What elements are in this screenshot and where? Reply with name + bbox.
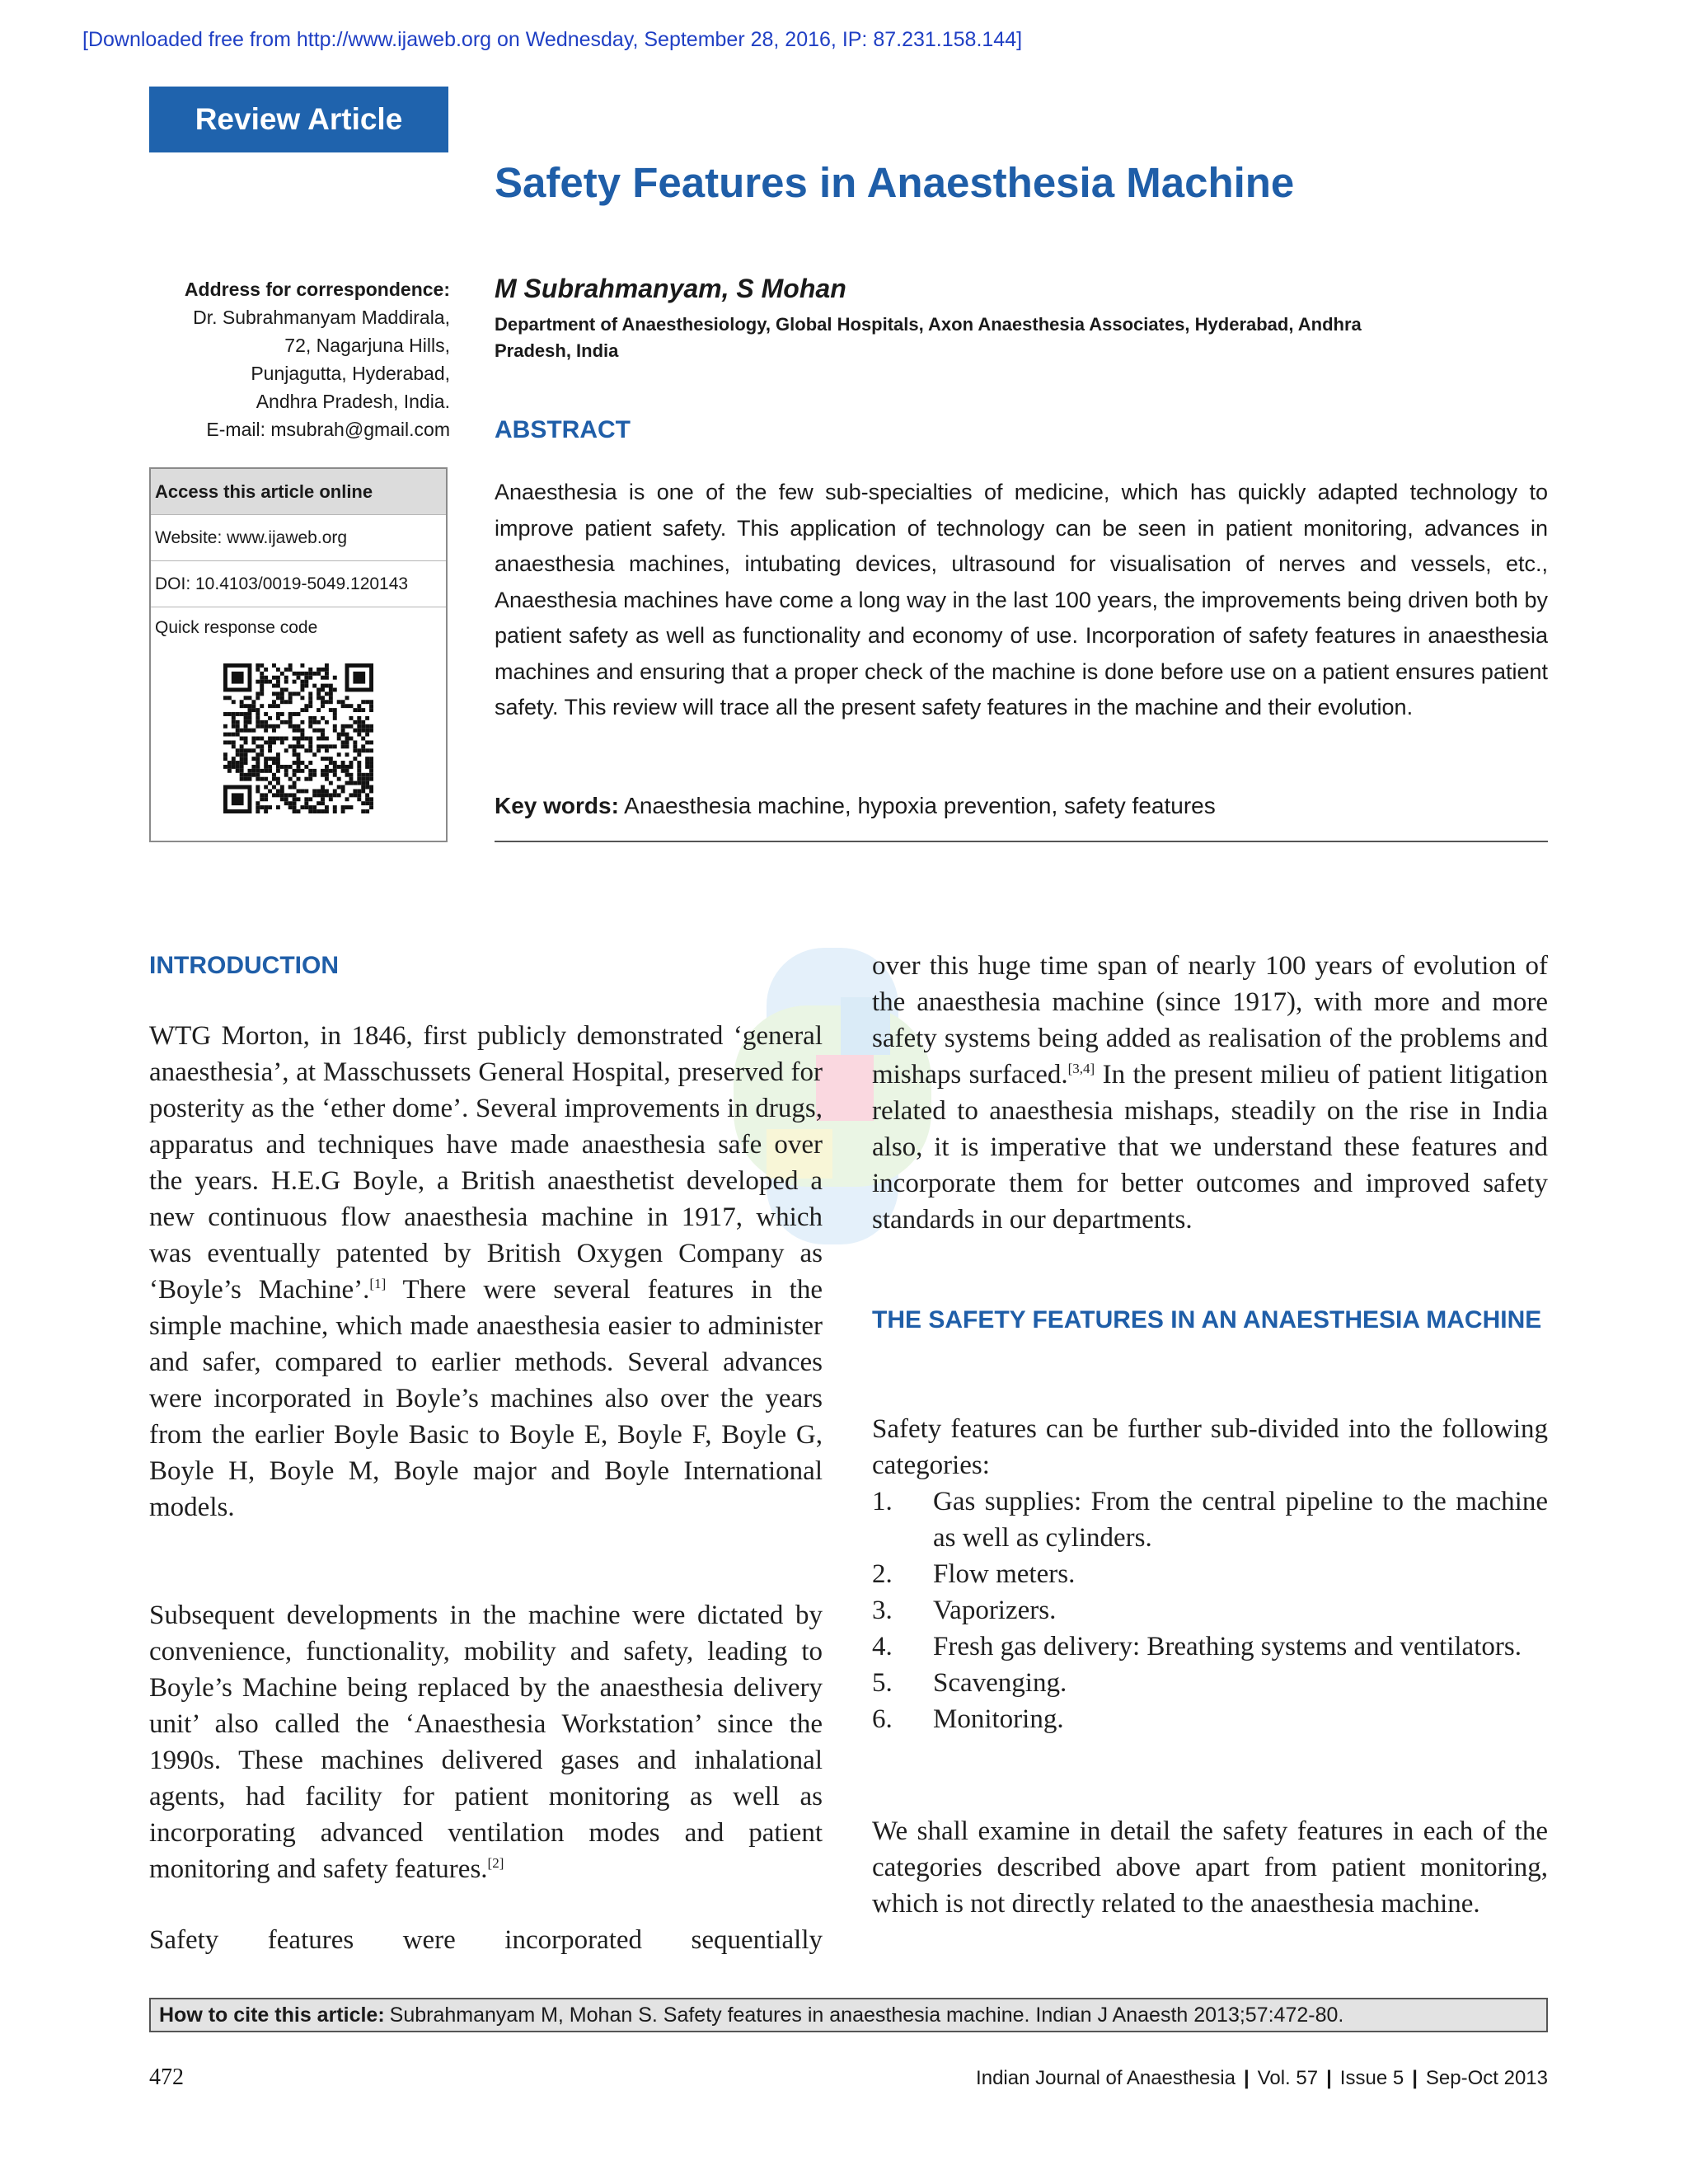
list-text: Flow meters. (933, 1559, 1076, 1589)
article-type-badge: Review Article (149, 87, 448, 152)
paragraph-text: WTG Morton, in 1846, first publicly demonstrated ‘general anaesthesia’, at Masschussets General Hospital, preserved for posterity as the ‘ether dome’. Several improvements in drugs, apparatus and techniques have made anaesthesia safe over the years. H.E.G Boyle, a British anaesthetist developed a new continuous flow anaesthesia machine in 1917, which was eventually patented by British Oxygen Company as ‘Boyle’s Machine’. (149, 1021, 823, 1305)
abstract-heading: ABSTRACT (495, 416, 631, 443)
paragraph-text: There were several features in the simple machine, which made anaesthesia easier to administer and safer, compared to earlier methods. Several advances were incorporated in Boyle’s machines also over the years from the earlier Boyle Basic to Boyle E, Boyle F, Boyle G, Boyle H, Boyle M, Boyle major and Boyle International models. (149, 1275, 823, 1522)
correspondence-address (124, 275, 450, 443)
intro-paragraph (149, 1018, 823, 1526)
abstract-divider (495, 841, 1548, 842)
page-number: 472 (149, 2064, 184, 2090)
list-text: Monitoring. (933, 1704, 1064, 1734)
journal-footer: Indian Journal of Anaesthesia | Vol. 57 | Issue 5 | Sep-Oct 2013 (976, 2067, 1548, 2089)
list-number: 3. (872, 1596, 893, 1625)
list-number: 4. (872, 1632, 893, 1661)
download-note: [Downloaded free from http://www.ijaweb.org on Wednesday, September 28, 2016, IP: 87.231.158.144] (82, 28, 1023, 51)
list-number: 2. (872, 1559, 893, 1589)
paragraph-text: Subsequent developments in the machine were dictated by convenience, functionality, mobility and safety, leading to Boyle’s Machine being replaced by the anaesthesia delivery unit’ also called the ‘Anaesthesia Workstation’ since the 1990s. These machines delivered gases and inhalational agents, had facility for patient monitoring as well as incorporating advanced ventilation modes and patient monitoring and safety features. (149, 1601, 823, 1884)
article-title: Safety Features in Anaesthesia Machine (495, 159, 1295, 206)
citation-box (149, 1998, 1548, 2032)
list-text: Gas supplies: From the central pipeline to the machine as well as cylinders. (933, 1487, 1548, 1553)
website-link[interactable]: Website: www.ijaweb.org (151, 515, 446, 561)
keywords-label: Key words: (495, 793, 619, 818)
access-article-box (149, 467, 448, 842)
journal-date: Sep-Oct 2013 (1425, 2067, 1548, 2089)
body-paragraph (872, 948, 1548, 1238)
correspondence-line: Dr. Subrahmanyam Maddirala, (193, 307, 450, 328)
doi-link[interactable]: DOI: 10.4103/0019-5049.120143 (151, 561, 446, 607)
correspondence-line: 72, Nagarjuna Hills, (284, 335, 450, 356)
list-item (872, 1701, 1548, 1737)
body-paragraph: We shall examine in detail the safety features in each of the categories described above apart from patient monitoring, which is not directly related to the anaesthesia machine. (872, 1816, 1548, 1919)
list-number: 5. (872, 1668, 893, 1698)
list-text: Scavenging. (933, 1668, 1067, 1698)
list-text: Vaporizers. (933, 1596, 1057, 1625)
intro-paragraph: Safety features were incorporated sequentially (149, 1925, 823, 1955)
category-list (872, 1483, 1548, 1737)
qr-code-icon (223, 663, 373, 813)
list-text: Fresh gas delivery: Breathing systems and ventilators. (933, 1632, 1522, 1661)
affiliation: Department of Anaesthesiology, Global Hospitals, Axon Anaesthesia Associates, Hyderabad, Andhra Pradesh, India (495, 314, 1362, 361)
reference-link[interactable]: [1] (369, 1276, 387, 1291)
section-heading-introduction: INTRODUCTION (149, 952, 339, 979)
correspondence-line: Punjagutta, Hyderabad, (251, 363, 450, 384)
correspondence-email: E-mail: msubrah@gmail.com (206, 419, 450, 440)
list-item (872, 1592, 1548, 1629)
reference-link[interactable]: [2] (487, 1855, 504, 1871)
paragraph-text: over this huge time span of nearly 100 years of evolution of the anaesthesia machine (since 1917), with more and more safety systems being added as realisation of the problems and mishaps surfaced. (872, 951, 1548, 1090)
access-box-heading: Access this article online (151, 469, 446, 515)
body-paragraph: Safety features can be further sub-divided into the following categories: (872, 1414, 1548, 1480)
intro-paragraph (149, 1597, 823, 1887)
list-item (872, 1665, 1548, 1701)
citation-text: Subrahmanyam M, Mohan S. Safety features in anaesthesia machine. Indian J Anaesth 2013;57:472-80. (389, 2003, 1344, 2027)
journal-name: Indian Journal of Anaesthesia (976, 2067, 1236, 2089)
list-item (872, 1556, 1548, 1592)
list-number: 6. (872, 1704, 893, 1734)
correspondence-line: Andhra Pradesh, India. (256, 391, 450, 412)
correspondence-heading: Address for correspondence: (184, 279, 450, 300)
paragraph-text: In the present milieu of patient litigation related to anaesthesia mishaps, steadily on the rise in India also, it is imperative that we understand these features and incorporate them for better outcomes and improved safety standards in our departments. (872, 1060, 1548, 1235)
list-item (872, 1483, 1548, 1556)
citation-label: How to cite this article: (159, 2003, 385, 2027)
reference-link[interactable]: [3,4] (1067, 1061, 1095, 1076)
list-item (872, 1629, 1548, 1665)
keywords (495, 793, 1216, 819)
journal-volume: Vol. 57 (1257, 2067, 1319, 2089)
list-number: 1. (872, 1487, 893, 1516)
qr-label: Quick response code (155, 618, 318, 637)
keywords-list: Anaesthesia machine, hypoxia prevention, safety features (624, 793, 1216, 818)
abstract-text: Anaesthesia is one of the few sub-specialties of medicine, which has quickly adapted technology to improve patient safety. This application of technology can be seen in patient monitoring, advances in anaesthesia machines, intubating devices, ultrasound for visualisation of nerves and vessels, etc., Anaesthesia machines have come a long way in the last 100 years, the improvements being driven both by patient safety as well as functionality and economy of use. Incorporation of safety features in anaesthesia machines and ensuring that a proper check of the machine is done before use on a patient ensures patient safety. This review will trace all the present safety features in the machine and their evolution. (495, 480, 1548, 719)
section-heading-safety-features: THE SAFETY FEATURES IN AN ANAESTHESIA MACHINE (872, 1306, 1542, 1333)
authors: M Subrahmanyam, S Mohan (495, 274, 846, 303)
journal-issue: Issue 5 (1339, 2067, 1404, 2089)
